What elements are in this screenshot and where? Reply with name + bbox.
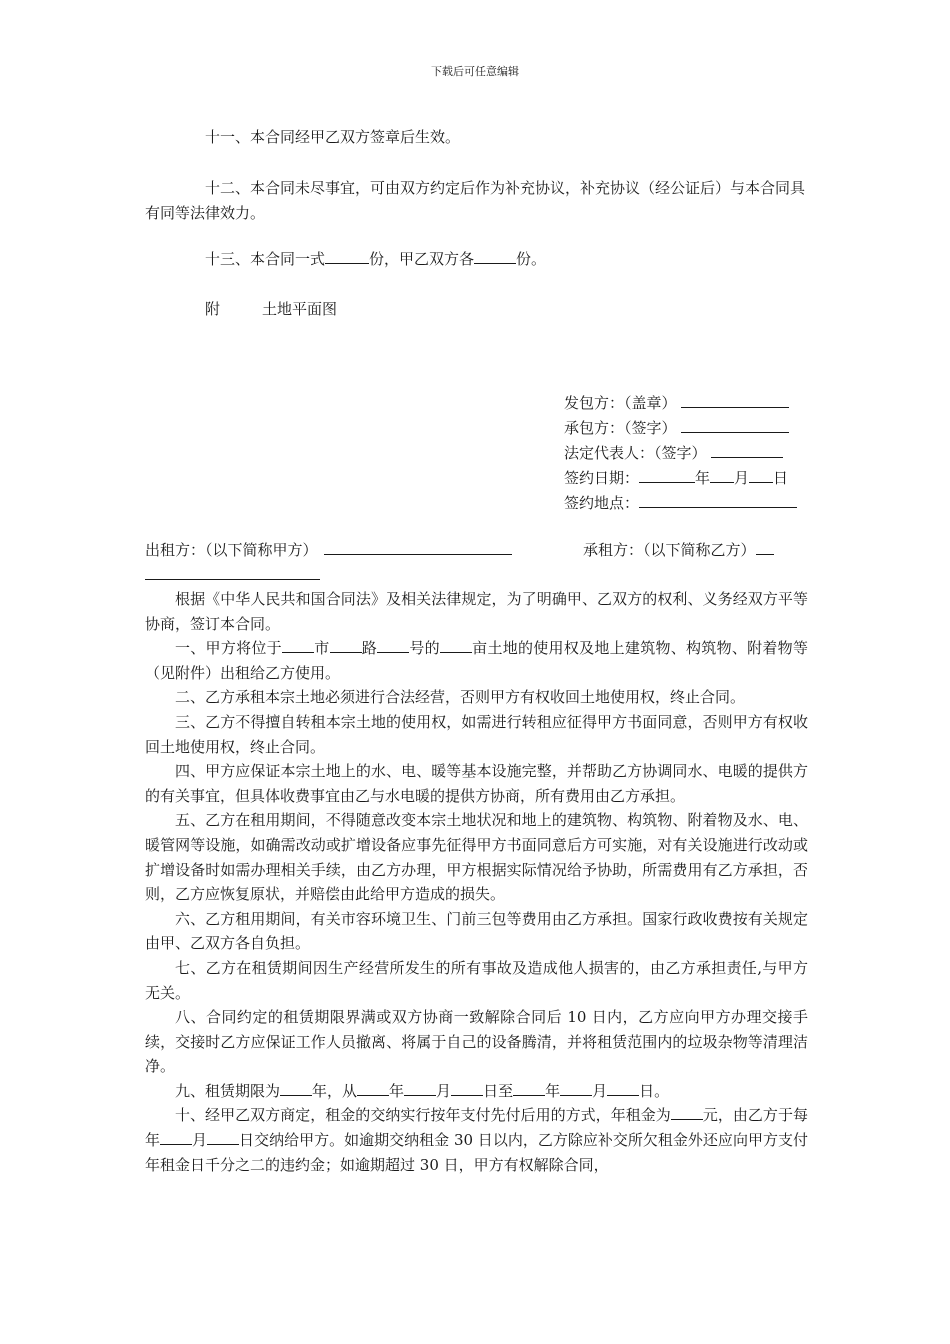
sig-place [564,491,797,516]
page-header-note: 下载后可任意编辑 [431,65,519,78]
clause-9-h: 日。 [639,1081,670,1100]
clause-11: 十一、本合同经甲乙双方签章后生效。 [205,128,461,146]
party-lessee-blank-b [145,579,320,580]
sig-contractee [564,416,789,441]
attachment-title: 土地平面图 [262,300,338,318]
clause-1-e: 亩土地的使用权及地上建筑物、构筑物、附着物等（见附件）出租给乙方使用。 [145,639,808,682]
clause-10-a: 十、经甲乙双方商定，租金的交纳实行按年支付先付后用的方式，年租金为 [175,1106,671,1125]
clause-12: 十二、本合同未尽事宜，可由双方约定后作为补充协议，补充协议（经公证后）与本合同具有同等法律效力。 [145,179,806,222]
blank-start-year [357,1080,389,1096]
clause-3: 三、乙方不得擅自转租本宗土地的使用权，如需进行转租应征得甲方书面同意，否则甲方有权收回土地使用权，终止合同。 [145,712,808,756]
clause-10 [145,1103,808,1177]
clause-13 [145,247,808,272]
blank-start-month [404,1080,436,1096]
sig-legal-rep-label: 法定代表人：（签字） [564,444,707,462]
blank-copies-each [474,248,516,264]
clause-10-d: 日交纳给甲方。如逾期交纳租金 30 日以内，乙方除应补交所欠租金外还应向甲方支付年租金日千分之二的违约金；如逾期超过 30 日，甲方有权解除合同， [145,1131,808,1174]
clause-1-d: 号的 [409,639,440,658]
sig-month-blank [710,467,734,483]
party-lessee-blank-a [756,539,774,555]
sig-month-label: 月 [734,469,750,487]
party-lessor-label: 出租方：（以下简称甲方） [145,541,318,559]
clause-9-f: 年 [545,1081,561,1100]
attachment-line [145,297,808,322]
sig-legal-rep [564,441,783,466]
contract-body [145,587,808,1177]
blank-pay-month [160,1129,192,1145]
preamble: 根据《中华人民共和国合同法》及相关法律规定，为了明确甲、乙双方的权利、义务经双方平等协商，签订本合同。 [145,590,808,633]
sig-place-blank [639,492,797,508]
blank-copies-total [325,248,369,264]
blank-end-month [560,1080,592,1096]
sig-year-label: 年 [695,469,711,487]
clause-13-part-a: 十三、本合同一式 [205,250,326,268]
clause-9-a: 九、租赁期限为 [175,1081,281,1100]
party-lessee [583,538,774,563]
party-lessor [145,538,512,563]
blank-end-day [607,1080,639,1096]
clause-5: 五、乙方在租用期间，不得随意改变本宗土地状况和地上的建筑物、构筑物、附着物及水、电、暖管网等设施，如确需改动或扩增设备应事先征得甲方书面同意后方可实施，对有关设施进行改动或扩增设备时如需办理相关手续，由乙方办理，甲方根据实际情况给予协助，所需费用有乙方承担，否则，乙方应恢复原状，并赔偿由此给甲方造成的损失。 [145,811,808,904]
sig-date [564,466,788,491]
blank-city [282,637,314,653]
sig-legal-rep-blank [711,442,783,458]
clause-13-part-c: 份。 [516,250,547,268]
blank-term-years [280,1080,312,1096]
clause-13-part-b: 份，甲乙双方各 [369,250,475,268]
sig-contractor [564,391,789,416]
clause-9-g: 月 [592,1081,608,1100]
attachment-label: 附 [205,300,221,318]
sig-contractor-blank [681,392,789,408]
blank-number [377,637,409,653]
blank-acres [440,637,472,653]
clause-4: 四、甲方应保证本宗土地上的水、电、暖等基本设施完整，并帮助乙方协调同水、电暖的提供方的有关事宜，但具体收费事宜由乙与水电暖的提供方协商，所有费用由乙方承担。 [145,762,808,805]
clause-9-d: 月 [436,1081,452,1100]
clause-9-e: 日至 [483,1081,514,1100]
sig-contractee-blank [681,417,789,433]
blank-annual-rent [671,1104,703,1120]
clause-9 [145,1079,808,1104]
clause-10-b: 元，由乙方于每年 [145,1106,808,1150]
clause-9-b: 年，从 [312,1081,358,1100]
clause-1 [145,636,808,685]
clause-1-c: 路 [361,639,378,658]
clause-9-c: 年 [389,1081,405,1100]
clause-1-a: 一、甲方将位于 [175,639,282,658]
sig-day-blank [749,467,773,483]
sig-contractor-label: 发包方：（盖章） [564,394,677,412]
clause-2: 二、乙方承租本宗土地必须进行合法经营，否则甲方有权收回土地使用权，终止合同。 [175,688,746,707]
clause-1-b: 市 [313,639,330,658]
clause-8: 八、合同约定的租赁期限界满或双方协商一致解除合同后 10 日内，乙方应向甲方办理交接手续，交接时乙方应保证工作人员撤离、将属于自己的设备腾清，并将租赁范围内的垃圾杂物等清理洁净。 [145,1008,808,1076]
blank-start-day [451,1080,483,1096]
sig-date-label: 签约日期： [564,469,640,487]
sig-year-blank [639,467,695,483]
sig-day-label: 日 [773,469,789,487]
sig-contractee-label: 承包方：（签字） [564,419,677,437]
sig-place-label: 签约地点： [564,494,640,512]
blank-pay-day [207,1129,239,1145]
clause-10-c: 月 [192,1131,208,1150]
party-lessee-label: 承租方：（以下简称乙方） [583,541,756,559]
blank-road [330,637,362,653]
party-lessor-blank [324,539,512,555]
blank-end-year [513,1080,545,1096]
clause-6: 六、乙方租用期间，有关市容环境卫生、门前三包等费用由乙方承担。国家行政收费按有关规定由甲、乙双方各自负担。 [145,909,808,953]
clause-7: 七、乙方在租赁期间因生产经营所发生的所有事故及造成他人损害的，由乙方承担责任,与甲方无关。 [145,958,808,1002]
